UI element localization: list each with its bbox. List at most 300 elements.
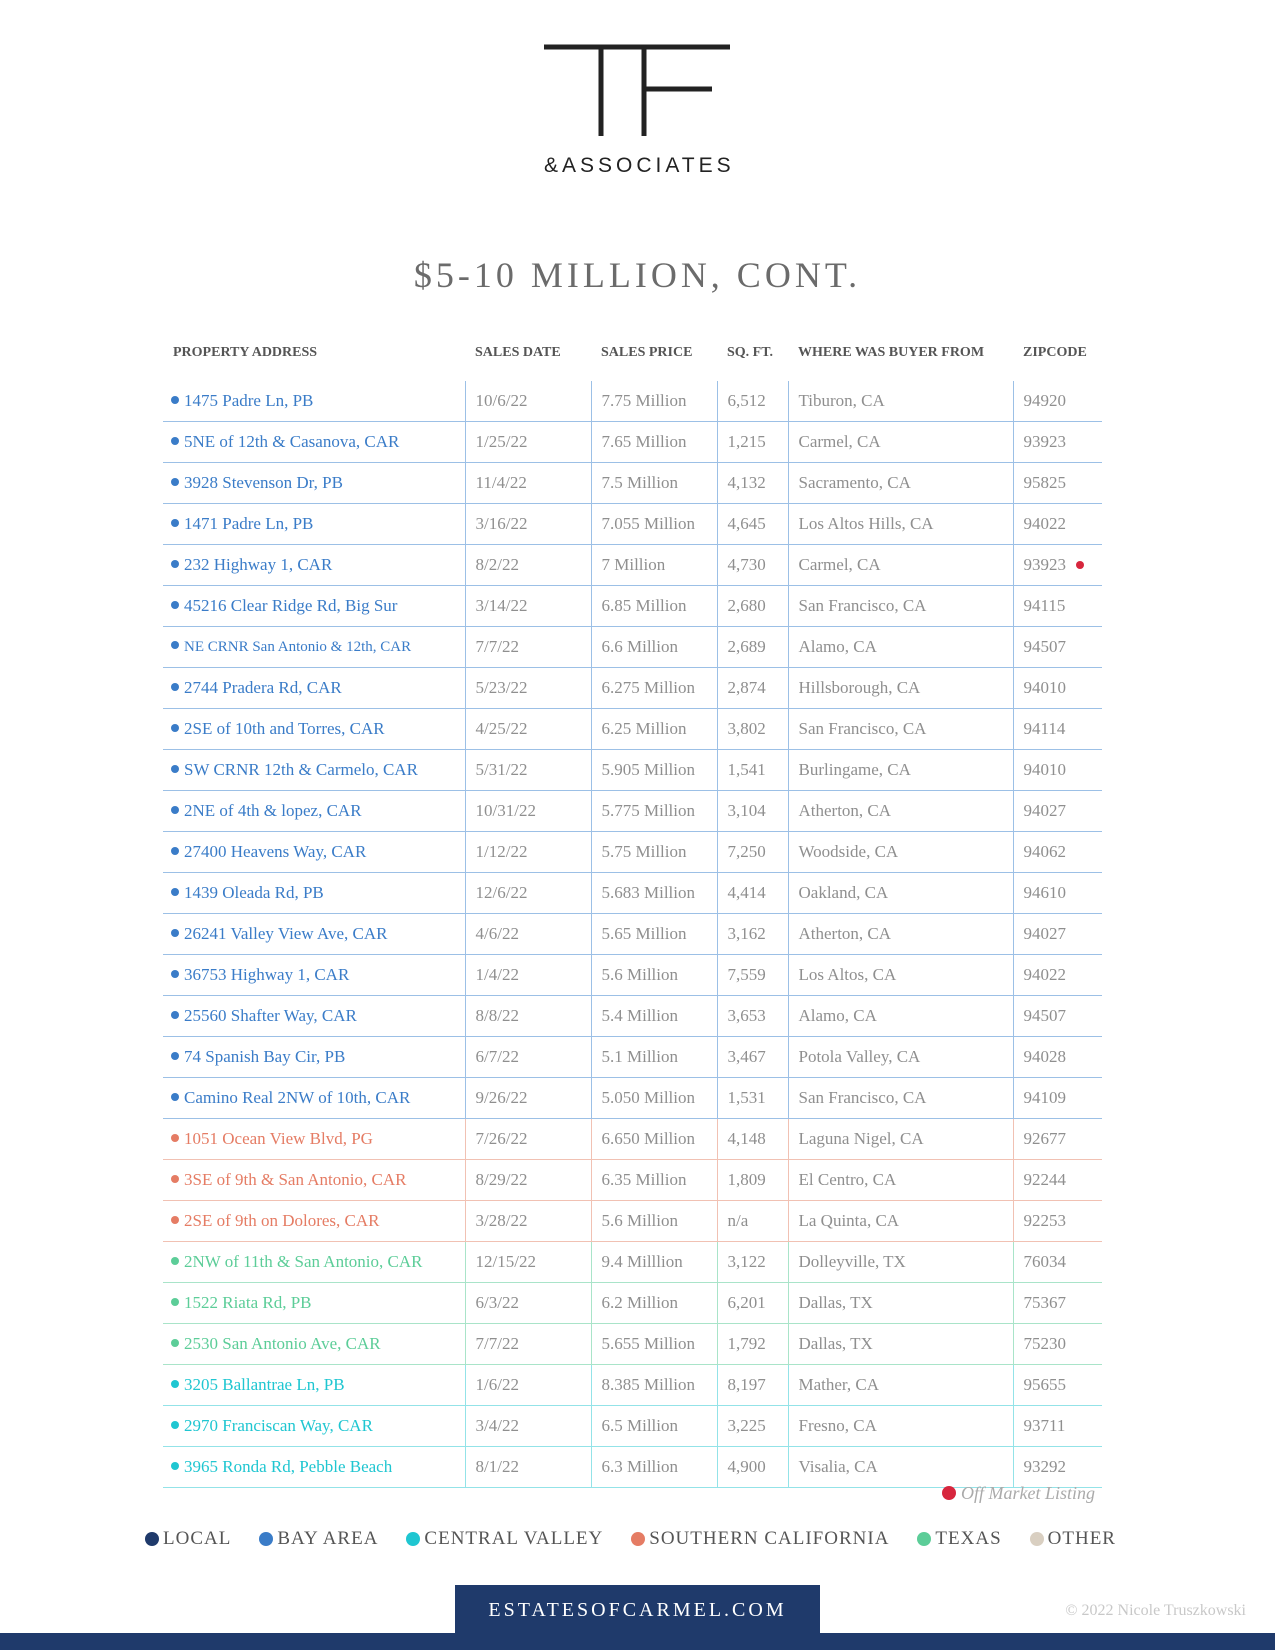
sqft [717, 668, 788, 709]
property-address [163, 1447, 465, 1488]
address-text: 1439 Oleada Rd, PB [184, 883, 324, 902]
region-dot-icon [171, 765, 179, 773]
table-row [163, 1283, 1102, 1324]
table-row [163, 1324, 1102, 1365]
region-dot-icon [171, 970, 179, 978]
buyer-from-text: Visalia, CA [798, 1457, 878, 1476]
address-text: 5NE of 12th & Casanova, CAR [184, 432, 400, 451]
region-dot-icon [171, 1093, 179, 1101]
buyer-from-text: La Quinta, CA [798, 1211, 900, 1230]
sqft-text: 2,874 [727, 678, 766, 697]
sales-date [465, 832, 591, 873]
property-address [163, 668, 465, 709]
address-text: 1051 Ocean View Blvd, PG [184, 1129, 373, 1148]
sales-date [465, 955, 591, 996]
table-row [163, 1447, 1102, 1488]
zipcode [1013, 381, 1102, 422]
buyer-from-text: Los Altos, CA [798, 965, 897, 984]
table-row [163, 586, 1102, 627]
zipcode [1013, 545, 1102, 586]
sales-price-text: 5.655 Million [601, 1334, 696, 1353]
sales-price [591, 996, 717, 1037]
sales-price [591, 1242, 717, 1283]
table-row [163, 750, 1102, 791]
sales-price [591, 422, 717, 463]
sales-price-text: 9.4 Milllion [601, 1252, 683, 1271]
property-address [163, 1242, 465, 1283]
sqft-text: 1,541 [727, 760, 766, 779]
address-text: 36753 Highway 1, CAR [184, 965, 350, 984]
zipcode-text: 94062 [1023, 842, 1066, 861]
sales-price-text: 5.050 Million [601, 1088, 696, 1107]
property-address [163, 791, 465, 832]
zipcode-text: 94022 [1023, 965, 1066, 984]
sales-price [591, 668, 717, 709]
sales-price-text: 5.6 Million [601, 965, 679, 984]
sqft-text: 6,512 [727, 391, 766, 410]
sqft-text: 4,414 [727, 883, 766, 902]
sales-price-text: 7.5 Million [601, 473, 679, 492]
buyer-from-text: Oakland, CA [798, 883, 889, 902]
address-text: 3SE of 9th & San Antonio, CAR [184, 1170, 407, 1189]
sqft-text: 1,792 [727, 1334, 766, 1353]
sqft [717, 1447, 788, 1488]
legend-swatch-icon [145, 1532, 159, 1546]
sales-price-text: 6.25 Million [601, 719, 687, 738]
property-address [163, 586, 465, 627]
sqft [717, 914, 788, 955]
zipcode-text: 93923 [1023, 432, 1066, 451]
property-address [163, 750, 465, 791]
legend-label: OTHER [1047, 1528, 1116, 1549]
sqft-text: 3,162 [727, 924, 766, 943]
sales-price [591, 1201, 717, 1242]
address-text: 3928 Stevenson Dr, PB [184, 473, 343, 492]
region-dot-icon [171, 1052, 179, 1060]
buyer-from [788, 709, 1013, 750]
sales-date [465, 1201, 591, 1242]
zipcode [1013, 996, 1102, 1037]
address-text: 45216 Clear Ridge Rd, Big Sur [184, 596, 398, 615]
address-text: 3205 Ballantrae Ln, PB [184, 1375, 345, 1394]
sales-date-text: 7/26/22 [475, 1129, 528, 1148]
legend-item [1030, 1528, 1116, 1550]
sqft [717, 1119, 788, 1160]
sales-date-text: 3/14/22 [475, 596, 528, 615]
off-market-note [942, 1483, 1095, 1504]
address-text: 2744 Pradera Rd, CAR [184, 678, 342, 697]
address-text: 26241 Valley View Ave, CAR [184, 924, 388, 943]
sqft-text: 7,559 [727, 965, 766, 984]
zipcode [1013, 1242, 1102, 1283]
website-banner[interactable] [455, 1585, 820, 1635]
sqft-text: 3,467 [727, 1047, 766, 1066]
zipcode-text: 94010 [1023, 678, 1066, 697]
sqft-text: 3,802 [727, 719, 766, 738]
buyer-from-text: Dallas, TX [798, 1293, 873, 1312]
buyer-from [788, 1201, 1013, 1242]
legend-label: TEXAS [935, 1528, 1002, 1549]
zipcode-text: 92244 [1023, 1170, 1066, 1189]
zipcode [1013, 1201, 1102, 1242]
zipcode-text: 94610 [1023, 883, 1066, 902]
buyer-from-text: Burlingame, CA [798, 760, 911, 779]
buyer-from-text: Los Altos Hills, CA [798, 514, 934, 533]
buyer-from-text: Carmel, CA [798, 555, 881, 574]
sqft [717, 709, 788, 750]
table-row [163, 422, 1102, 463]
sales-date-text: 1/6/22 [475, 1375, 519, 1394]
zipcode [1013, 627, 1102, 668]
buyer-from [788, 1160, 1013, 1201]
sqft-text: 4,900 [727, 1457, 766, 1476]
sqft [717, 1160, 788, 1201]
sales-price-text: 5.4 Million [601, 1006, 679, 1025]
zipcode [1013, 1324, 1102, 1365]
zipcode-text: 94028 [1023, 1047, 1066, 1066]
zipcode-text: 92253 [1023, 1211, 1066, 1230]
buyer-from [788, 1365, 1013, 1406]
sales-date-text: 1/25/22 [475, 432, 528, 451]
zipcode-text: 94920 [1023, 391, 1066, 410]
region-dot-icon [171, 1011, 179, 1019]
sales-price-text: 5.65 Million [601, 924, 687, 943]
sales-date-text: 4/25/22 [475, 719, 528, 738]
address-text: 1522 Riata Rd, PB [184, 1293, 312, 1312]
buyer-from [788, 1119, 1013, 1160]
table-row [163, 1365, 1102, 1406]
sqft-text: 2,689 [727, 637, 766, 656]
sales-date [465, 381, 591, 422]
buyer-from [788, 955, 1013, 996]
sales-date [465, 996, 591, 1037]
zipcode-text: 75230 [1023, 1334, 1066, 1353]
buyer-from [788, 873, 1013, 914]
property-address [163, 463, 465, 504]
sales-date [465, 1078, 591, 1119]
sqft [717, 791, 788, 832]
sales-date-text: 10/31/22 [475, 801, 536, 820]
sqft-text: 3,122 [727, 1252, 766, 1271]
sales-price [591, 1324, 717, 1365]
sqft-text: 3,225 [727, 1416, 766, 1435]
region-dot-icon [171, 929, 179, 937]
sales-price-text: 7.65 Million [601, 432, 687, 451]
table-row [163, 627, 1102, 668]
sales-date [465, 463, 591, 504]
col-header-buyer-from: WHERE WAS BUYER FROM [798, 345, 985, 360]
sales-date-text: 12/15/22 [475, 1252, 536, 1271]
buyer-from-text: Laguna Nigel, CA [798, 1129, 924, 1148]
legend-label: LOCAL [163, 1528, 232, 1549]
sqft-text: 4,645 [727, 514, 766, 533]
address-text: NE CRNR San Antonio & 12th, CAR [184, 638, 412, 655]
zipcode [1013, 1447, 1102, 1488]
buyer-from [788, 1406, 1013, 1447]
table-row [163, 1119, 1102, 1160]
col-header-date: SALES DATE [475, 345, 561, 360]
buyer-from-text: San Francisco, CA [798, 1088, 927, 1107]
buyer-from-text: Mather, CA [798, 1375, 880, 1394]
region-dot-icon [171, 888, 179, 896]
address-text: 25560 Shafter Way, CAR [184, 1006, 357, 1025]
sales-price-text: 6.35 Million [601, 1170, 687, 1189]
region-dot-icon [171, 1175, 179, 1183]
sales-price [591, 627, 717, 668]
off-market-dot-icon [942, 1486, 956, 1500]
copyright: © 2022 Nicole Truszkowski [1065, 1602, 1246, 1619]
sqft-text: 6,201 [727, 1293, 766, 1312]
sales-table [163, 335, 1102, 1488]
sales-price-text: 5.6 Million [601, 1211, 679, 1230]
sales-price [591, 914, 717, 955]
sales-date-text: 6/3/22 [475, 1293, 519, 1312]
region-dot-icon [171, 478, 179, 486]
property-address [163, 627, 465, 668]
sales-date [465, 627, 591, 668]
region-dot-icon [171, 560, 179, 568]
sales-date-text: 8/2/22 [475, 555, 519, 574]
sales-date [465, 873, 591, 914]
sqft [717, 1283, 788, 1324]
region-dot-icon [171, 724, 179, 732]
sales-date [465, 1283, 591, 1324]
legend-label: SOUTHERN CALIFORNIA [649, 1528, 890, 1549]
sales-date [465, 586, 591, 627]
region-dot-icon [171, 1421, 179, 1429]
sales-price [591, 381, 717, 422]
buyer-from-text: Alamo, CA [798, 1006, 877, 1025]
zipcode-text: 94507 [1023, 637, 1066, 656]
sales-date [465, 1447, 591, 1488]
buyer-from-text: El Centro, CA [798, 1170, 897, 1189]
legend-swatch-icon [259, 1532, 273, 1546]
sales-price [591, 1406, 717, 1447]
sales-price-text: 6.650 Million [601, 1129, 696, 1148]
buyer-from-text: Fresno, CA [798, 1416, 877, 1435]
sqft-text: 1,215 [727, 432, 766, 451]
property-address [163, 422, 465, 463]
address-text: 2NW of 11th & San Antonio, CAR [184, 1252, 423, 1271]
table-row [163, 1078, 1102, 1119]
buyer-from [788, 1324, 1013, 1365]
address-text: 2NE of 4th & lopez, CAR [184, 801, 362, 820]
sales-price [591, 709, 717, 750]
zipcode-text: 94010 [1023, 760, 1066, 779]
sales-price-text: 6.2 Million [601, 1293, 679, 1312]
address-text: 2530 San Antonio Ave, CAR [184, 1334, 381, 1353]
buyer-from-text: Tiburon, CA [798, 391, 885, 410]
buyer-from-text: Atherton, CA [798, 924, 892, 943]
region-dot-icon [171, 396, 179, 404]
sqft [717, 1365, 788, 1406]
sales-date-text: 1/4/22 [475, 965, 519, 984]
sales-date-text: 9/26/22 [475, 1088, 528, 1107]
sales-date [465, 1365, 591, 1406]
sales-price-text: 5.683 Million [601, 883, 696, 902]
zipcode-text: 94027 [1023, 924, 1066, 943]
sales-price [591, 1037, 717, 1078]
sales-price-text: 5.75 Million [601, 842, 687, 861]
zipcode [1013, 1283, 1102, 1324]
sales-date [465, 791, 591, 832]
table-row [163, 545, 1102, 586]
website-label[interactable]: ESTATESOFCARMEL.COM [488, 1599, 787, 1621]
sqft [717, 996, 788, 1037]
zipcode [1013, 1037, 1102, 1078]
region-dot-icon [171, 641, 179, 649]
buyer-from [788, 791, 1013, 832]
sales-date [465, 504, 591, 545]
sales-date-text: 12/6/22 [475, 883, 528, 902]
zipcode-text: 92677 [1023, 1129, 1066, 1148]
property-address [163, 1201, 465, 1242]
sales-date-text: 10/6/22 [475, 391, 528, 410]
buyer-from [788, 422, 1013, 463]
property-address [163, 1160, 465, 1201]
property-address [163, 1365, 465, 1406]
address-text: 3965 Ronda Rd, Pebble Beach [184, 1457, 393, 1476]
property-address [163, 1324, 465, 1365]
legend-swatch-icon [631, 1532, 645, 1546]
property-address [163, 1078, 465, 1119]
legend-label: CENTRAL VALLEY [424, 1528, 604, 1549]
legend-swatch-icon [917, 1532, 931, 1546]
region-dot-icon [171, 519, 179, 527]
region-dot-icon [171, 437, 179, 445]
region-dot-icon [171, 1298, 179, 1306]
sqft-text: 2,680 [727, 596, 766, 615]
sqft [717, 627, 788, 668]
property-address [163, 955, 465, 996]
off-market-dot-icon [1076, 561, 1084, 569]
table-header [163, 335, 1102, 381]
buyer-from-text: Potola Valley, CA [798, 1047, 921, 1066]
logo-subtitle: &ASSOCIATES [544, 154, 735, 177]
sqft [717, 1324, 788, 1365]
sales-date-text: 1/12/22 [475, 842, 528, 861]
sqft [717, 873, 788, 914]
sales-date [465, 422, 591, 463]
buyer-from [788, 504, 1013, 545]
buyer-from [788, 1447, 1013, 1488]
sales-date [465, 1119, 591, 1160]
address-text: 1475 Padre Ln, PB [184, 391, 314, 410]
buyer-from [788, 1078, 1013, 1119]
zipcode-text: 93711 [1023, 1416, 1066, 1435]
sales-date-text: 4/6/22 [475, 924, 519, 943]
zipcode [1013, 709, 1102, 750]
sales-date-text: 3/16/22 [475, 514, 528, 533]
sqft-text: 4,148 [727, 1129, 766, 1148]
property-address [163, 996, 465, 1037]
sales-price [591, 1365, 717, 1406]
sales-date [465, 1324, 591, 1365]
sales-date-text: 6/7/22 [475, 1047, 519, 1066]
col-header-zip: ZIPCODE [1023, 345, 1087, 360]
sqft-text: 4,730 [727, 555, 766, 574]
buyer-from [788, 996, 1013, 1037]
zipcode [1013, 422, 1102, 463]
sales-date-text: 3/4/22 [475, 1416, 519, 1435]
sales-date-text: 5/23/22 [475, 678, 528, 697]
sales-date [465, 1160, 591, 1201]
buyer-from [788, 832, 1013, 873]
buyer-from-text: San Francisco, CA [798, 596, 927, 615]
sales-date-text: 8/29/22 [475, 1170, 528, 1189]
col-header-sqft: SQ. FT. [727, 345, 774, 360]
sales-date [465, 914, 591, 955]
legend-swatch-icon [1030, 1532, 1044, 1546]
property-address [163, 1037, 465, 1078]
zipcode-text: 94507 [1023, 1006, 1066, 1025]
region-legend [145, 1528, 1145, 1550]
table-row [163, 1406, 1102, 1447]
table-row [163, 914, 1102, 955]
sales-date [465, 709, 591, 750]
zipcode [1013, 914, 1102, 955]
sales-price [591, 1283, 717, 1324]
zipcode [1013, 1406, 1102, 1447]
buyer-from [788, 1283, 1013, 1324]
region-dot-icon [171, 1339, 179, 1347]
zipcode-text: 94022 [1023, 514, 1066, 533]
table-row [163, 1201, 1102, 1242]
address-text: 2SE of 10th and Torres, CAR [184, 719, 385, 738]
sales-price [591, 586, 717, 627]
table-row [163, 381, 1102, 422]
buyer-from-text: Dolleyville, TX [798, 1252, 906, 1271]
table-row [163, 463, 1102, 504]
sqft-text: 4,132 [727, 473, 766, 492]
zipcode [1013, 873, 1102, 914]
sales-price-text: 6.3 Million [601, 1457, 679, 1476]
property-address [163, 504, 465, 545]
sales-price [591, 1078, 717, 1119]
sqft [717, 832, 788, 873]
region-dot-icon [171, 1134, 179, 1142]
zipcode-text: 94114 [1023, 719, 1066, 738]
property-address [163, 381, 465, 422]
table-row [163, 1037, 1102, 1078]
sales-price-text: 5.905 Million [601, 760, 696, 779]
zipcode-text: 94109 [1023, 1088, 1066, 1107]
zipcode-text: 93292 [1023, 1457, 1066, 1476]
address-text: Camino Real 2NW of 10th, CAR [184, 1088, 411, 1107]
footer-band [0, 1633, 1275, 1650]
sales-date [465, 1242, 591, 1283]
property-address [163, 545, 465, 586]
sales-price [591, 750, 717, 791]
property-address [163, 1406, 465, 1447]
sales-price [591, 791, 717, 832]
legend-swatch-icon [406, 1532, 420, 1546]
region-dot-icon [171, 1380, 179, 1388]
sqft [717, 381, 788, 422]
zipcode [1013, 1160, 1102, 1201]
sqft-text: 1,809 [727, 1170, 766, 1189]
buyer-from [788, 668, 1013, 709]
address-text: 27400 Heavens Way, CAR [184, 842, 367, 861]
buyer-from [788, 545, 1013, 586]
sales-price-text: 5.1 Million [601, 1047, 679, 1066]
zipcode [1013, 463, 1102, 504]
region-dot-icon [171, 847, 179, 855]
address-text: SW CRNR 12th & Carmelo, CAR [184, 760, 418, 779]
sqft [717, 1406, 788, 1447]
sales-date [465, 1406, 591, 1447]
sqft-text: 8,197 [727, 1375, 766, 1394]
